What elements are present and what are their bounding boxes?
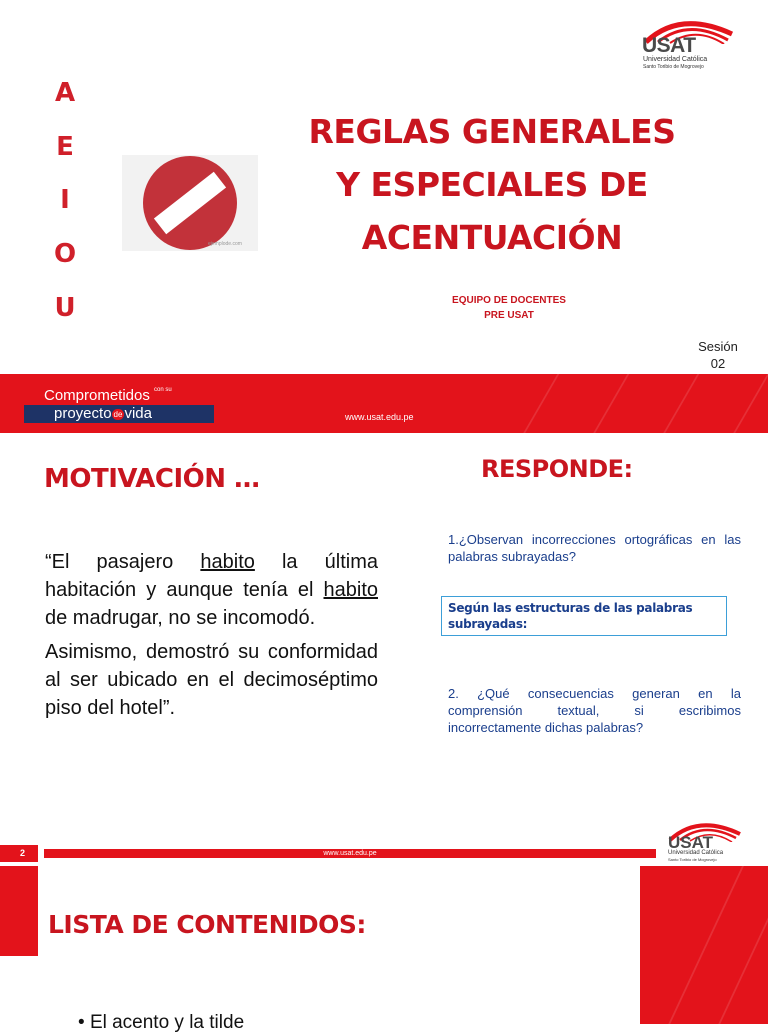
team-line-2: PRE USAT [484,310,534,321]
heading-motivacion: MOTIVACIÓN … [44,464,260,494]
title-line-1: REGLAS GENERALES [308,112,676,151]
logo-small-name: USAT [668,833,714,852]
slogan-word-vida: vida [124,405,152,422]
title-line-3: ACENTUACIÓN [361,218,623,257]
team-credit [394,293,624,323]
quote-block [45,548,378,722]
logo-sub-2: Santo Toribio de Mogrovejo [643,64,704,70]
right-red-block [640,866,768,1024]
question-2: 2. ¿Qué consecuencias generan en la comprensión textual, si escribimos incorrectamente dichas palabras? [448,686,741,735]
underlined-word-1: habito [200,551,255,573]
session-label [688,338,748,372]
contents-item-1-text: El acento y la tilde [89,1012,245,1033]
logo-small-sub-1: Universidad Católica [668,850,724,856]
quote-text-1: “El pasajero [45,551,201,573]
structure-box-text: Según las estructuras de las palabras subrayadas: [448,601,693,631]
quote-text-2: la última habitación y aunque tenía el [45,551,378,601]
slogan-small: con su [154,387,172,393]
slogan-word-1: Comprometidos [44,387,150,404]
usat-logo [640,12,740,72]
title-line-2: Y ESPECIALES DE [336,165,648,204]
slogan-line-1 [44,387,172,404]
team-line-1: EQUIPO DE DOCENTES [452,295,566,306]
page-number-box [0,845,38,862]
question-1: 1.¿Observan incorrecciones ortográficas en las palabras subrayadas? [448,532,741,564]
footer-website[interactable]: www.usat.edu.pe [323,850,377,857]
slogan-word-proyecto: proyecto [54,405,112,422]
page-number: 2 [20,848,26,858]
bullet-icon: • [78,1012,85,1033]
logo-small-sub-2: Santo Toribio de Mogrovejo [668,857,717,862]
contents-item-1 [78,1012,244,1034]
footer-bar [0,845,768,862]
logo-name: USAT [642,34,696,57]
session-number: 02 [710,356,726,371]
quote-paragraph-1 [45,548,378,632]
vowel-e: E [56,132,74,162]
accent-eraser-image [122,155,258,251]
vowel-u: U [54,293,76,323]
vowel-i: I [60,185,70,215]
heading-responde: RESPONDE: [481,455,633,483]
usat-logo-small [666,816,746,864]
image-watermark: ejemplode.com [208,241,242,247]
band-website[interactable]: www.usat.edu.pe [345,412,414,422]
brand-band [0,374,768,433]
quote-text-3: de madrugar, no se incomodó. [45,607,316,629]
logo-sub-1: Universidad Católica [643,56,708,63]
slogan-line-2-box [24,405,214,423]
structure-box [441,596,727,636]
eraser-icon [122,155,258,251]
session-word: Sesión [698,339,738,354]
heading-contents: LISTA DE CONTENIDOS: [48,910,366,939]
left-red-block [0,866,38,956]
quote-paragraph-2: Asimismo, demostró su conformidad al ser ubicado en el decimoséptimo piso del hotel”. [45,641,378,719]
slogan-word-de: de [113,409,123,419]
vowel-a: A [54,78,76,108]
footer-line [44,849,656,858]
underlined-word-2: habito [323,579,378,601]
vowel-o: O [53,239,77,269]
